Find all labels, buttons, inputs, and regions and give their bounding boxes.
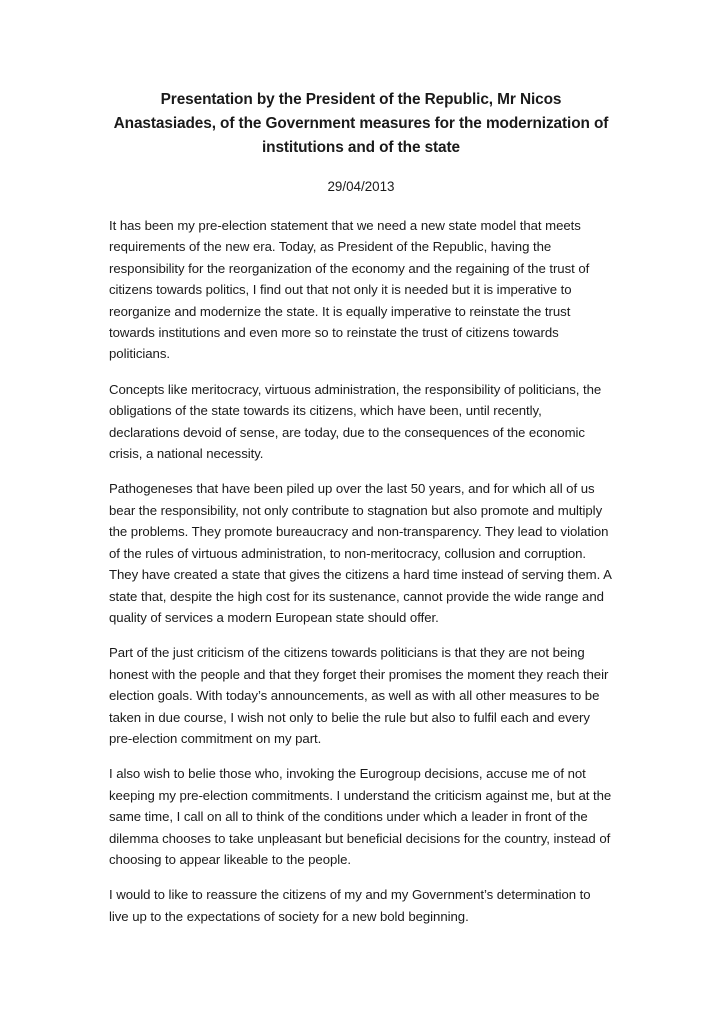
paragraph-5: I also wish to belie those who, invoking the Eurogroup decisions, accuse me of not keeping my pre-election commitments. I understand the criticism against me, but at the same time, I call on all to think of the conditions under which a leader in front of the dilemma chooses to take unpleasant but beneficial decisions for the country, instead of choosing to appear likeable to the people. [109,766,612,867]
paragraph-6: I would to like to reassure the citizens of my and my Government’s determination to live up to the expectations of society for a new bold beginning. [109,887,591,924]
paragraph-4: Part of the just criticism of the citizens towards politicians is that they are not being honest with the people and that they forget their promises the moment they reach their election goals. With today’s announcements, as well as with all other measures to be taken in due course, I wish not only to belie the rule but also to fulfil each and every pre-election commitment on my part. [109,645,609,746]
paragraph-3: Pathogeneses that have been piled up over the last 50 years, and for which all of us bear the responsibility, not only contribute to stagnation but also promote and multiply the problems. They promote bureaucracy and non-transparency. They lead to violation of the rules of virtuous administration, to non-meritocracy, collusion and corruption. They have created a state that gives the citizens a hard time instead of serving them. A state that, despite the high cost for its sustenance, cannot provide the wide range and quality of services a modern European state should offer. [109,481,612,625]
paragraph-1: It has been my pre-election statement that we need a new state model that meets requirements of the new era. Today, as President of the Republic, having the responsibility for the reorganization of the economy and the regaining of the trust of citizens towards politics, I find out that not only it is needed but it is imperative to reorganize and modernize the state. It is equally imperative to reinstate the trust towards institutions and even more so to reinstate the trust of citizens towards politicians. [109,218,590,362]
document-body [109,88,613,927]
document-title: Presentation by the President of the Republic, Mr Nicos Anastasiades, of the Government measures for the modernization of institutions and of the state [113,91,609,156]
document-date: 29/04/2013 [327,179,395,194]
paragraph-2: Concepts like meritocracy, virtuous administration, the responsibility of politicians, the obligations of the state towards its citizens, which have been, until recently, declarations devoid of sense, are today, due to the consequences of the economic crisis, a national necessity. [109,381,602,462]
